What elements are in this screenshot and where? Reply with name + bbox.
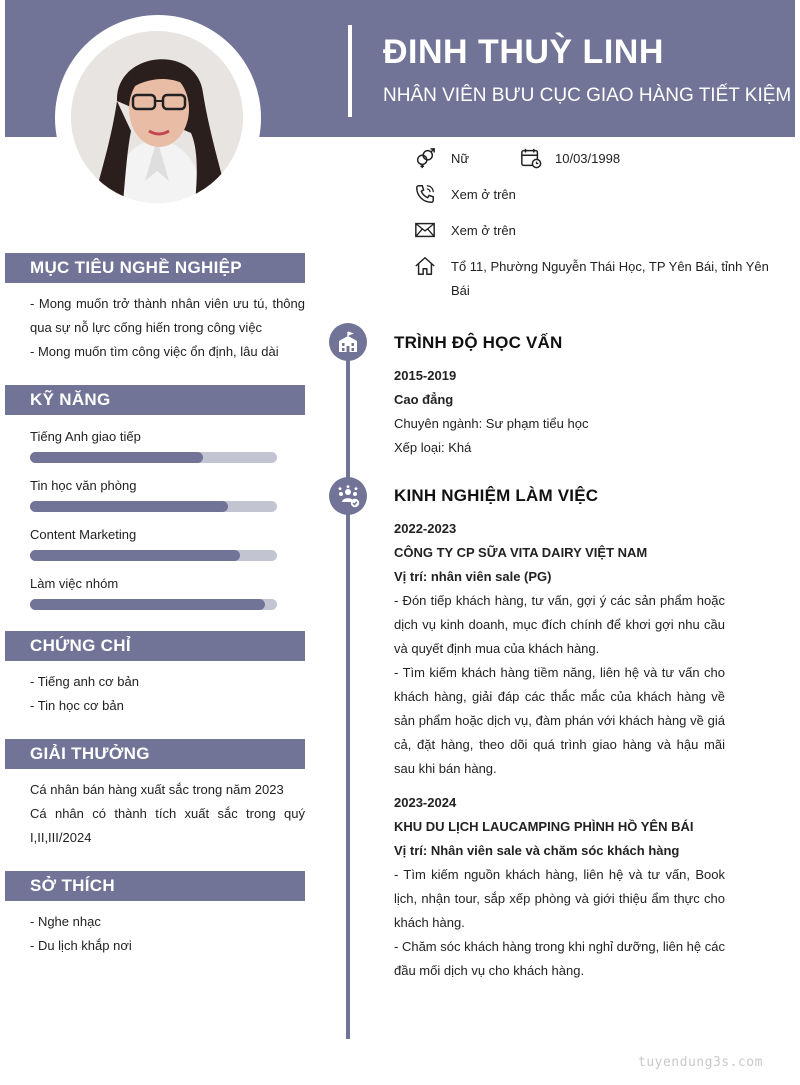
job-2-company: KHU DU LỊCH LAUCAMPING PHÌNH HỒ YÊN BÁI [394,819,694,834]
phone-icon [414,183,436,205]
avatar [71,31,243,203]
experience-heading: KINH NGHIỆM LÀM VIỆC [394,486,599,505]
job-1-position: Vị trí: nhân viên sale (PG) [394,569,552,584]
hobbies-heading-bar [5,871,305,901]
calendar-icon [520,147,542,169]
email-icon [414,219,436,241]
certificate-item-1: - Tiếng anh cơ bản [30,674,139,689]
objective-heading-bar [5,253,305,283]
job-1-desc-2: - Tìm kiếm khách hàng tiềm năng, liên hệ và tư vấn cho khách hàng, giải đáp các thắc mắc của khách hàng về sản phẩm hoặc dịch vụ, đàm phán với khách hàng về giá cả, đặt hàng, theo dõi quá trình giao hàng và hậu mãi sau khi bán hàng. [394,665,725,776]
hobby-item-1: - Nghe nhạc [30,914,101,929]
skill-label: Tin học văn phòng [30,478,137,493]
education-major: Chuyên ngành: Sư phạm tiểu học [394,416,589,431]
education-marker [329,323,367,361]
skills-heading: KỸ NĂNG [30,390,111,409]
skill-label: Content Marketing [30,527,137,542]
skill-label: Tiếng Anh giao tiếp [30,429,141,444]
skill-bar-fill [30,452,203,463]
experience-marker [329,477,367,515]
watermark: tuyendung3s.com [638,1055,763,1070]
gender-value: Nữ [451,151,470,166]
job-1-years: 2022-2023 [394,521,457,536]
certificates-heading: CHỨNG CHỈ [30,636,131,655]
objective-item-1: - Mong muốn trở thành nhân viên ưu tú, thông qua sự nỗ lực cống hiến trong công việc [30,296,305,335]
email-value: Xem ở trên [451,223,516,238]
job-2-years: 2023-2024 [394,795,457,810]
hobbies-heading: SỞ THÍCH [30,876,115,895]
skill-bar-fill [30,550,240,561]
certificate-item-2: - Tin học cơ bản [30,698,124,713]
job-1-company: CÔNG TY CP SỮA VITA DAIRY VIỆT NAM [394,545,648,560]
skill-bar-fill [30,501,228,512]
skill-bar [30,599,277,610]
job-2-desc-1: - Tìm kiếm nguồn khách hàng, liên hệ và tư vấn, Book lịch, nhận tour, sắp xếp phòng và giới thiệu ẩm thực cho khách hàng. [394,867,725,930]
team-icon [336,484,360,508]
skill-bar [30,452,277,463]
skill-label: Làm việc nhóm [30,576,119,591]
phone-value: Xem ở trên [451,187,516,202]
school-icon [336,330,360,354]
job-2-position: Vị trí: Nhân viên sale và chăm sóc khách hàng [394,843,680,858]
timeline-line [346,335,350,1039]
candidate-title: NHÂN VIÊN BƯU CỤC GIAO HÀNG TIẾT KIỆM [383,85,792,106]
objective-heading: MỤC TIÊU NGHỀ NGHIỆP [30,258,242,277]
home-icon [414,255,436,277]
education-grade: Xếp loại: Khá [394,440,472,455]
award-item-2: Cá nhân có thành tích xuất sắc trong quý I,II,III/2024 [30,806,305,845]
job-2-desc-2: - Chăm sóc khách hàng trong khi nghỉ dưỡng, liên hệ các đầu mối dịch vụ cho khách hàng. [394,939,725,978]
education-years: 2015-2019 [394,368,457,383]
education-heading: TRÌNH ĐỘ HỌC VẤN [394,333,563,352]
objective-item-2: - Mong muốn tìm công việc ổn định, lâu dài [30,344,279,359]
awards-heading-bar [5,739,305,769]
certificates-heading-bar [5,631,305,661]
job-1-desc-1: - Đón tiếp khách hàng, tư vấn, gợi ý các sản phẩm hoặc dịch vụ kinh doanh, mục đích chính để khơi gợi nhu cầu và quyết định mua của khách hàng. [394,593,725,656]
address-line-1: Tổ 11, Phường Nguyễn Thái Học, TP Yên Bái, tỉnh Yên [451,259,769,274]
skill-bar [30,550,277,561]
awards-heading: GIẢI THƯỞNG [30,744,150,763]
award-item-1: Cá nhân bán hàng xuất sắc trong năm 2023 [30,782,284,797]
education-degree: Cao đẳng [394,392,454,407]
header-divider [348,25,352,117]
address-line-2: Bái [451,283,470,298]
gender-icon [414,147,436,169]
birthday-value: 10/03/1998 [555,151,621,166]
hobby-item-2: - Du lịch khắp nơi [30,938,132,953]
portrait-image [71,31,243,203]
skill-bar [30,501,277,512]
candidate-name: ĐINH THUỲ LINH [383,33,664,71]
skills-heading-bar [5,385,305,415]
skill-bar-fill [30,599,265,610]
